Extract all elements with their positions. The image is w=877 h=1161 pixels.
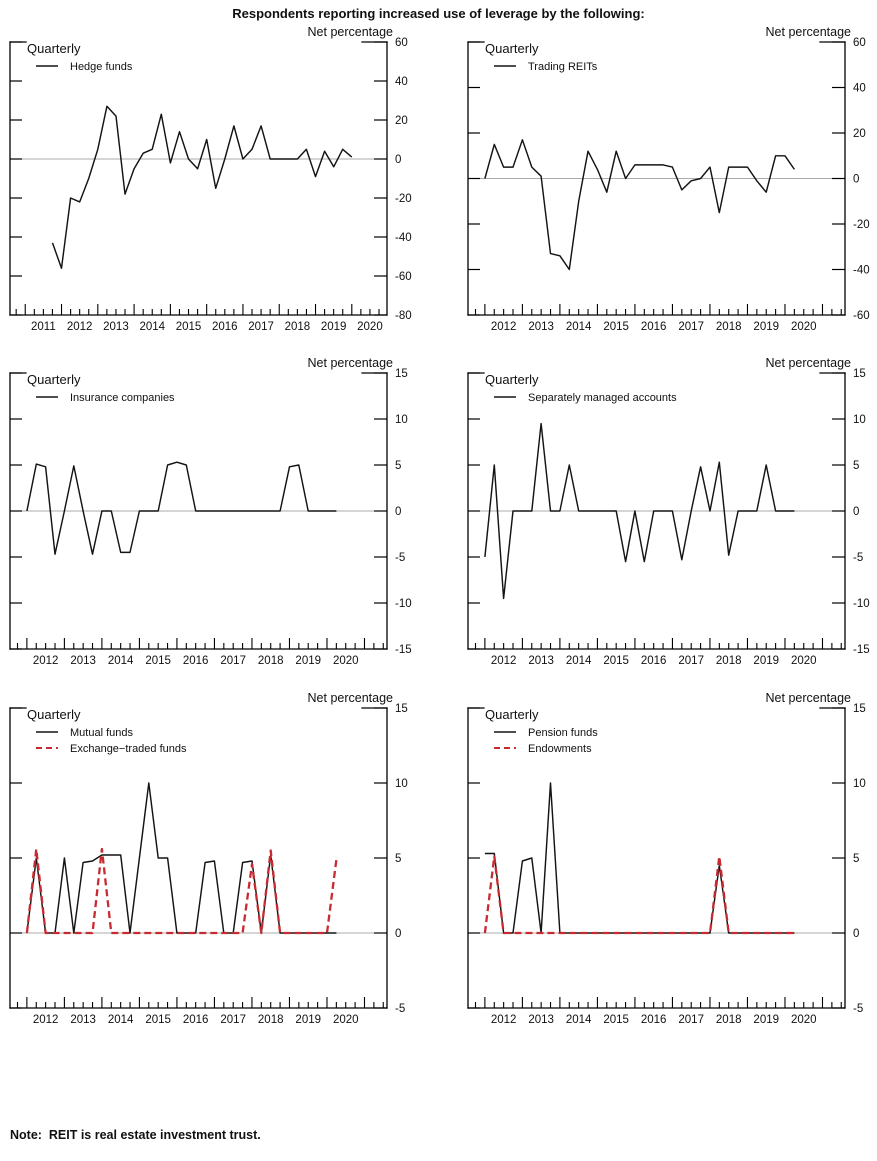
x-year-label: 2012 — [490, 321, 517, 333]
x-year-label: 2014 — [565, 321, 592, 333]
x-year-label: 2017 — [220, 655, 246, 667]
net-percentage-label: Net percentage — [765, 691, 851, 705]
x-year-label: 2018 — [715, 1014, 742, 1026]
y-tick-label: 40 — [853, 82, 866, 95]
x-year-label: 2018 — [715, 655, 742, 667]
y-tick-label: 0 — [395, 928, 402, 940]
series-line-black — [485, 140, 795, 270]
x-year-label: 2015 — [603, 655, 629, 667]
x-year-label: 2020 — [357, 321, 383, 333]
series-line-red — [27, 849, 337, 933]
y-tick-label: -10 — [853, 598, 870, 610]
y-tick-label: 10 — [853, 414, 866, 426]
x-year-label: 2012 — [490, 1014, 517, 1026]
x-year-label: 2020 — [332, 655, 359, 667]
y-tick-label: 15 — [853, 368, 866, 380]
series-line-black — [27, 462, 337, 554]
legend-label: Trading REITs — [528, 61, 598, 73]
series-line-black — [485, 783, 795, 933]
x-year-label: 2016 — [182, 1014, 209, 1026]
y-tick-label: 10 — [395, 778, 408, 790]
x-year-label: 2016 — [212, 321, 238, 333]
y-tick-label: -15 — [853, 644, 870, 656]
y-tick-label: -5 — [395, 1003, 406, 1015]
x-year-label: 2015 — [603, 1014, 629, 1026]
x-year-label: 2013 — [70, 655, 96, 667]
x-year-label: 2012 — [32, 1014, 59, 1026]
figure-title: Respondents reporting increased use of leverage by the following: — [232, 6, 645, 21]
x-year-label: 2018 — [257, 655, 284, 667]
legend-label: Endowments — [528, 743, 592, 755]
net-percentage-label: Net percentage — [765, 25, 851, 39]
x-year-label: 2012 — [32, 655, 59, 667]
x-year-label: 2018 — [715, 321, 742, 333]
y-tick-label: -15 — [395, 644, 412, 656]
x-year-label: 2017 — [678, 655, 704, 667]
panel-hedge-funds — [10, 25, 412, 333]
x-year-label: 2013 — [528, 1014, 554, 1026]
x-year-label: 2014 — [107, 655, 134, 667]
x-year-label: 2015 — [145, 1014, 171, 1026]
x-year-label: 2019 — [295, 1014, 322, 1026]
y-tick-label: 0 — [853, 506, 860, 518]
x-year-label: 2013 — [528, 321, 554, 333]
series-line-red — [485, 857, 795, 934]
x-year-label: 2019 — [753, 321, 780, 333]
x-year-label: 2016 — [182, 655, 209, 667]
y-tick-label: 5 — [395, 460, 402, 472]
y-tick-label: 40 — [395, 76, 408, 88]
x-year-label: 2020 — [332, 1014, 359, 1026]
x-year-label: 2018 — [284, 321, 311, 333]
y-tick-label: -20 — [853, 219, 870, 231]
y-tick-label: 0 — [853, 928, 860, 940]
net-percentage-label: Net percentage — [307, 25, 393, 39]
y-tick-label: 0 — [395, 154, 402, 166]
panel-pension-funds-endowments — [468, 691, 866, 1026]
x-year-label: 2019 — [753, 1014, 780, 1026]
y-tick-label: 5 — [395, 853, 402, 865]
x-year-label: 2017 — [678, 321, 704, 333]
legend-label: Mutual funds — [70, 727, 133, 739]
x-year-label: 2011 — [31, 321, 56, 333]
y-tick-label: -20 — [395, 193, 412, 205]
y-tick-label: 60 — [395, 37, 408, 49]
x-year-label: 2012 — [490, 655, 517, 667]
quarterly-label: Quarterly — [27, 707, 81, 722]
figure-note: Note: REIT is real estate investment trust. — [10, 1128, 261, 1142]
y-tick-label: -5 — [853, 552, 864, 564]
y-tick-label: 0 — [853, 173, 860, 186]
x-year-label: 2014 — [565, 1014, 592, 1026]
panel-mutual-funds-etfs — [10, 691, 408, 1026]
x-year-label: 2018 — [257, 1014, 284, 1026]
quarterly-label: Quarterly — [27, 372, 81, 387]
y-tick-label: -40 — [853, 264, 870, 277]
net-percentage-label: Net percentage — [765, 356, 851, 370]
x-year-label: 2016 — [640, 655, 667, 667]
x-year-label: 2016 — [640, 1014, 667, 1026]
x-year-label: 2019 — [295, 655, 322, 667]
y-tick-label: 0 — [395, 506, 402, 518]
x-year-label: 2016 — [640, 321, 667, 333]
x-year-label: 2020 — [790, 1014, 817, 1026]
x-year-label: 2015 — [175, 321, 202, 333]
x-year-label: 2017 — [220, 1014, 246, 1026]
x-year-label: 2012 — [66, 321, 93, 333]
panel-separately-managed-accounts — [468, 356, 870, 667]
quarterly-label: Quarterly — [485, 41, 539, 56]
x-year-label: 2013 — [528, 655, 554, 667]
legend-label: Pension funds — [528, 727, 598, 739]
x-year-label: 2015 — [603, 321, 629, 333]
y-tick-label: -60 — [395, 271, 412, 283]
y-tick-label: 60 — [853, 37, 866, 49]
y-tick-label: 15 — [853, 703, 866, 715]
y-tick-label: -5 — [853, 1003, 864, 1015]
quarterly-label: Quarterly — [485, 372, 539, 387]
y-tick-label: -60 — [853, 310, 870, 322]
y-tick-label: 5 — [853, 460, 860, 472]
y-tick-label: 15 — [395, 703, 408, 715]
x-year-label: 2014 — [565, 655, 592, 667]
x-year-label: 2013 — [70, 1014, 96, 1026]
series-line-black — [53, 106, 352, 268]
legend-label: Hedge funds — [70, 61, 133, 73]
x-year-label: 2014 — [139, 321, 166, 333]
legend-label: Insurance companies — [70, 392, 175, 404]
y-tick-label: 15 — [395, 368, 408, 380]
y-tick-label: 10 — [853, 778, 866, 790]
x-year-label: 2020 — [790, 655, 817, 667]
x-year-label: 2020 — [790, 321, 817, 333]
y-tick-label: -80 — [395, 310, 412, 322]
net-percentage-label: Net percentage — [307, 691, 393, 705]
x-year-label: 2013 — [103, 321, 129, 333]
y-tick-label: -5 — [395, 552, 406, 564]
y-tick-label: 20 — [395, 115, 408, 127]
quarterly-label: Quarterly — [27, 41, 81, 56]
x-year-label: 2019 — [753, 655, 780, 667]
y-tick-label: 20 — [853, 128, 866, 140]
y-tick-label: -10 — [395, 598, 412, 610]
x-year-label: 2017 — [248, 321, 274, 333]
panel-trading-reits — [468, 25, 870, 333]
y-tick-label: -40 — [395, 232, 412, 244]
y-tick-label: 5 — [853, 853, 860, 865]
x-year-label: 2019 — [320, 321, 347, 333]
series-line-black — [27, 783, 337, 933]
legend-label: Exchange−traded funds — [70, 743, 187, 755]
quarterly-label: Quarterly — [485, 707, 539, 722]
y-tick-label: 10 — [395, 414, 408, 426]
legend-label: Separately managed accounts — [528, 392, 677, 404]
panel-insurance-companies — [10, 356, 412, 667]
x-year-label: 2015 — [145, 655, 171, 667]
x-year-label: 2014 — [107, 1014, 134, 1026]
x-year-label: 2017 — [678, 1014, 704, 1026]
net-percentage-label: Net percentage — [307, 356, 393, 370]
